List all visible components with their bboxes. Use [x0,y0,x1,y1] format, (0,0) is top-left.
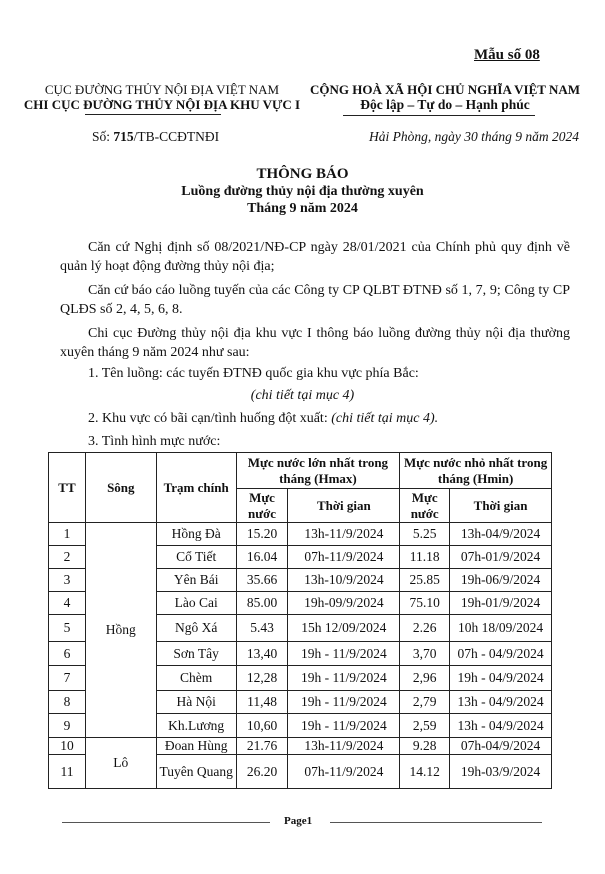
max-level: 85.00 [236,592,288,615]
max-time: 19h - 11/9/2024 [288,714,400,738]
min-time: 19h-01/9/2024 [450,592,552,615]
min-time: 07h-01/9/2024 [450,546,552,569]
river-name: Lô [85,738,156,789]
max-time: 19h - 11/9/2024 [288,642,400,666]
nation-name: CỘNG HOÀ XÃ HỘI CHỦ NGHĨA VIỆT NAM [309,82,581,97]
max-time: 07h-11/9/2024 [288,546,400,569]
max-level: 26.20 [236,755,288,789]
min-level: 2,96 [400,666,450,691]
max-level: 5.43 [236,615,288,642]
paragraph-legal-basis: Căn cứ Nghị định số 08/2021/NĐ-CP ngày 28/01/2021 của Chính phủ quy định về quản lý hoạt động đường thủy nội địa; [60,240,570,274]
station-name: Kh.Lương [156,714,236,738]
min-level: 5.25 [400,523,450,546]
max-time: 13h-11/9/2024 [288,738,400,755]
row-number: 10 [49,738,86,755]
doc-number-suffix: /TB-CCĐTNĐI [133,129,220,144]
station-name: Hồng Đà [156,523,236,546]
min-time: 13h-04/9/2024 [450,523,552,546]
min-level: 9.28 [400,738,450,755]
min-time: 19h - 04/9/2024 [450,666,552,691]
header-river: Sông [85,453,156,523]
paragraph-reports: Căn cứ báo cáo luồng tuyến của các Công ty CP QLBT ĐTNĐ số 1, 7, 9; Công ty CP QLĐS số 2, 4, 5, 6, 8. [60,283,570,317]
river-name: Hồng [85,523,156,738]
max-level: 21.76 [236,738,288,755]
item-1-note: (chi tiết tại mục 4) [250,388,355,403]
station-name: Chèm [156,666,236,691]
row-number: 4 [49,592,86,615]
max-level: 12,28 [236,666,288,691]
min-level: 2,59 [400,714,450,738]
min-time: 19h-03/9/2024 [450,755,552,789]
max-time: 19h - 11/9/2024 [288,666,400,691]
motto-underline [343,115,535,116]
page-number: Page1 [284,815,313,827]
doc-number [92,129,219,145]
min-level: 75.10 [400,592,450,615]
min-time: 13h - 04/9/2024 [450,691,552,714]
min-level: 2,79 [400,691,450,714]
min-time: 19h-06/9/2024 [450,569,552,592]
water-level-table [48,452,552,789]
min-time: 10h 18/09/2024 [450,615,552,642]
row-number: 6 [49,642,86,666]
agency-name: CHI CỤC ĐƯỜNG THỦY NỘI ĐỊA KHU VỰC I [23,97,301,112]
doc-number-value: 715 [113,129,134,144]
min-level: 14.12 [400,755,450,789]
station-name: Đoan Hùng [156,738,236,755]
doc-subtitle: Luồng đường thủy nội địa thường xuyên [181,184,424,199]
min-time: 07h-04/9/2024 [450,738,552,755]
max-time: 13h-11/9/2024 [288,523,400,546]
station-name: Tuyên Quang [156,755,236,789]
row-number: 11 [49,755,86,789]
doc-period: Tháng 9 năm 2024 [247,201,358,216]
station-name: Yên Bái [156,569,236,592]
header-hmax-level: Mực nước [236,489,288,523]
item-2 [88,411,438,427]
doc-number-prefix: Số: [92,129,114,144]
agency-parent: CỤC ĐƯỜNG THỦY NỘI ĐỊA VIỆT NAM [44,82,280,97]
max-level: 35.66 [236,569,288,592]
place-date: Hải Phòng, ngày 30 tháng 9 năm 2024 [369,129,579,144]
row-number: 9 [49,714,86,738]
agency-underline [85,114,221,115]
max-time: 19h - 11/9/2024 [288,691,400,714]
paragraph-announcement: Chi cục Đường thủy nội địa khu vực I thông báo luồng đường thủy nội địa thường xuyên tháng 9 năm 2024 như sau: [60,326,570,360]
table-row [49,523,552,546]
header-hmin-level: Mực nước [400,489,450,523]
station-name: Cổ Tiết [156,546,236,569]
footer-rule-left [62,822,270,823]
station-name: Ngô Xá [156,615,236,642]
row-number: 3 [49,569,86,592]
max-level: 15.20 [236,523,288,546]
form-number: Mẫu số 08 [474,47,540,63]
nation-motto: Độc lập – Tự do – Hạnh phúc [360,97,530,112]
min-level: 2.26 [400,615,450,642]
station-name: Lào Cai [156,592,236,615]
max-time: 15h 12/09/2024 [288,615,400,642]
max-level: 16.04 [236,546,288,569]
header-hmin-time: Thời gian [450,489,552,523]
max-level: 13,40 [236,642,288,666]
max-time: 13h-10/9/2024 [288,569,400,592]
doc-title: THÔNG BÁO [256,166,349,182]
station-name: Hà Nội [156,691,236,714]
item-1: 1. Tên luồng: các tuyến ĐTNĐ quốc gia khu vực phía Bắc: [88,366,419,381]
row-number: 1 [49,523,86,546]
min-time: 13h - 04/9/2024 [450,714,552,738]
header-hmax-time: Thời gian [288,489,400,523]
min-time: 07h - 04/9/2024 [450,642,552,666]
header-hmax: Mực nước lớn nhất trong tháng (Hmax) [236,453,400,489]
item-3: 3. Tình hình mực nước: [88,434,221,449]
max-time: 07h-11/9/2024 [288,755,400,789]
min-level: 3,70 [400,642,450,666]
min-level: 11.18 [400,546,450,569]
max-level: 10,60 [236,714,288,738]
max-level: 11,48 [236,691,288,714]
item-2-note: (chi tiết tại mục 4). [331,411,439,426]
min-level: 25.85 [400,569,450,592]
header-hmin: Mực nước nhỏ nhất trong tháng (Hmin) [400,453,552,489]
footer-rule-right [330,822,542,823]
row-number: 2 [49,546,86,569]
row-number: 5 [49,615,86,642]
item-2-text: 2. Khu vực có bãi cạn/tình huống đột xuất: [88,411,332,426]
row-number: 7 [49,666,86,691]
header-station: Trạm chính [156,453,236,523]
station-name: Sơn Tây [156,642,236,666]
max-time: 19h-09/9/2024 [288,592,400,615]
row-number: 8 [49,691,86,714]
table-row [49,738,552,755]
header-tt: TT [49,453,86,523]
